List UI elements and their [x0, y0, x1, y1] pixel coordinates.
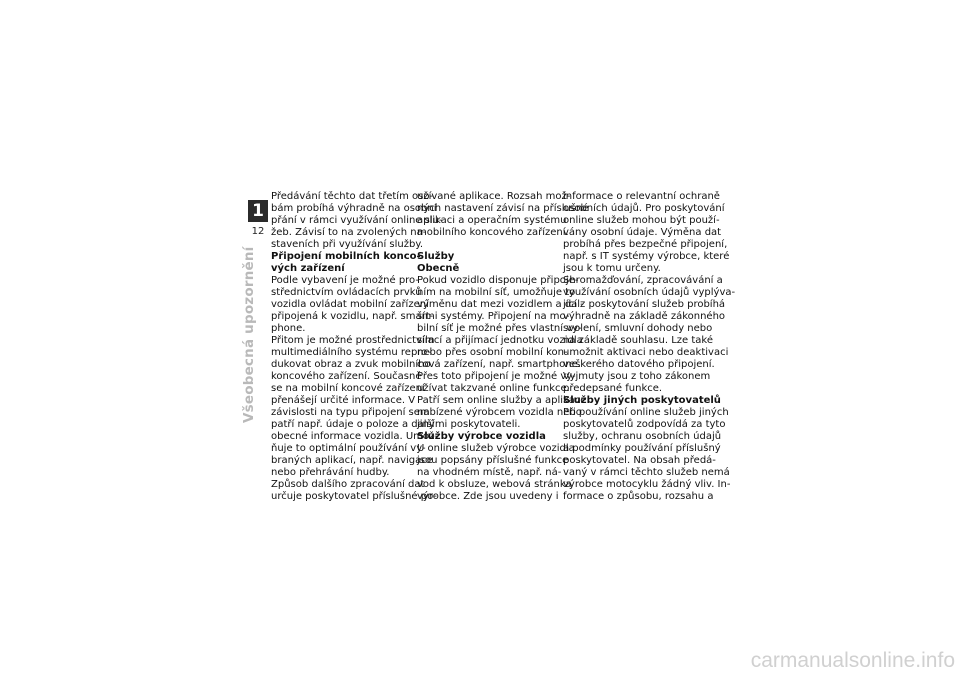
section-heading-line: Obecně	[417, 263, 460, 274]
text-line: bám probíhá výhradně na osobní	[271, 203, 437, 214]
text-line: formace o způsobu, rozsahu a	[563, 491, 714, 502]
text-column-2	[417, 191, 589, 503]
text-line: online služeb mohou být použí-	[563, 215, 720, 226]
text-line: nebo přehrávání hudby.	[271, 467, 390, 478]
text-line: vod k obsluze, webová stránka	[417, 479, 572, 490]
text-line: výrobce. Zde jsou uvedeny i	[417, 491, 559, 502]
text-line: koncového zařízení. Současně	[271, 371, 422, 382]
text-line: nabízené výrobcem vozidla nebo	[417, 407, 582, 418]
text-line: žeb. Závisí to na zvolených na-	[271, 227, 427, 238]
text-line: sílací a přijímací jednotku vozidla	[417, 335, 583, 346]
text-line: závislosti na typu připojení sem	[271, 407, 430, 418]
text-line: Vyjmuty jsou z toho zákonem	[563, 371, 711, 382]
text-line: umožnit aktivaci nebo deaktivaci	[563, 347, 729, 358]
text-line: se na mobilní koncové zařízení	[271, 383, 425, 394]
text-line: mobilního koncového zařízení.	[417, 227, 569, 238]
text-line: staveních při využívání služby.	[271, 239, 424, 250]
text-line: ných nastavení závisí na příslušné	[417, 203, 589, 214]
text-line: Shromažďování, zpracovávání a	[563, 275, 723, 286]
text-line: jící z poskytování služeb probíhá	[563, 299, 726, 310]
text-line: předepsané funkce.	[563, 383, 663, 394]
text-line: připojená k vozidlu, např. smart-	[271, 311, 434, 322]
text-line: ním na mobilní síť, umožňuje to	[417, 287, 576, 298]
section-heading-line: Připojení mobilních konco-	[271, 251, 421, 262]
text-line: užívané aplikace. Rozsah mož-	[417, 191, 571, 202]
text-line: Patří sem online služby a aplikace	[417, 395, 587, 406]
text-line: přání v rámci využívání online slu-	[271, 215, 443, 226]
page-number: 12	[251, 226, 265, 237]
text-line: bilní síť je možné přes vlastní vy-	[417, 323, 582, 334]
text-line: vány osobní údaje. Výměna dat	[563, 227, 722, 238]
text-line: phone.	[271, 323, 306, 334]
text-line: cová zařízení, např. smartphone.	[417, 359, 581, 370]
text-line: Způsob dalšího zpracování dat	[271, 479, 425, 490]
text-line: např. s IT systémy výrobce, které	[563, 251, 730, 262]
text-line: užívat takzvané online funkce.	[417, 383, 570, 394]
text-line: informace o relevantní ochraně	[563, 191, 720, 202]
text-line: Předávání těchto dat třetím oso-	[271, 191, 434, 202]
text-line: dukovat obraz a zvuk mobilního	[271, 359, 431, 370]
text-line: střednictvím ovládacích prvků	[271, 287, 422, 298]
section-heading-line: vých zařízení	[271, 263, 345, 274]
text-line: obecné informace vozidla. Umož-	[271, 431, 438, 442]
text-line: patří např. údaje o poloze a další	[271, 419, 435, 430]
section-heading-line: Služby jiných poskytovatelů	[563, 395, 721, 406]
text-line: U online služeb výrobce vozidla	[417, 443, 575, 454]
text-line: multimediálního systému repro-	[271, 347, 432, 358]
text-line: vaný v rámci těchto služeb nemá	[563, 467, 730, 478]
text-line: na základě souhlasu. Lze také	[563, 335, 713, 346]
text-line: Podle vybavení je možné pro-	[271, 275, 419, 286]
text-line: aplikaci a operačním systému	[417, 215, 567, 226]
text-line: osobních údajů. Pro poskytování	[563, 203, 725, 214]
text-line: veškerého datového připojení.	[563, 359, 715, 370]
text-line: Přes toto připojení je možné vy-	[417, 371, 576, 382]
text-line: poskytovatelů zodpovídá za tyto	[563, 419, 726, 430]
chapter-title-vertical: Všeobecná upozornění	[241, 246, 257, 423]
text-line: výhradně na základě zákonného	[563, 311, 726, 322]
chapter-number-badge: 1	[248, 200, 268, 222]
text-line: Přitom je možné prostřednictvím	[271, 335, 435, 346]
text-line: ňuje to optimální používání vy-	[271, 443, 426, 454]
text-line: přenášejí určité informace. V	[271, 395, 416, 406]
text-line: a podmínky používání příslušný	[563, 443, 721, 454]
text-line: poskytovatel. Na obsah předá-	[563, 455, 716, 466]
text-line: určuje poskytovatel příslušné po-	[271, 491, 438, 502]
text-line: využívání osobních údajů vyplýva-	[563, 287, 736, 298]
text-line: nebo přes osobní mobilní kon-	[417, 347, 568, 358]
text-line: jinými poskytovateli.	[417, 419, 521, 430]
section-heading-line: Služby výrobce vozidla	[417, 431, 546, 442]
text-line: šími systémy. Připojení na mo-	[417, 311, 570, 322]
text-line: na vhodném místě, např. ná-	[417, 467, 562, 478]
text-line: služby, ochranu osobních údajů	[563, 431, 722, 442]
text-line: jsou k tomu určeny.	[563, 263, 661, 274]
text-line: Pokud vozidlo disponuje připoje-	[417, 275, 579, 286]
section-heading-line: Služby	[417, 251, 455, 262]
text-line: svolení, smluvní dohody nebo	[563, 323, 713, 334]
text-line: výměnu dat mezi vozidlem a dal-	[417, 299, 584, 310]
watermark: carmanualsonline.info	[750, 649, 955, 672]
text-line: braných aplikací, např. navigace	[271, 455, 433, 466]
text-line: Při používání online služeb jiných	[563, 407, 729, 418]
text-line	[417, 239, 561, 251]
text-line: vozidla ovládat mobilní zařízení	[271, 299, 429, 310]
text-line: výrobce motocyklu žádný vliv. In-	[563, 479, 731, 490]
text-line: probíhá přes bezpečné připojení,	[563, 239, 728, 250]
text-column-3	[563, 191, 736, 503]
text-line: jsou popsány příslušné funkce	[417, 455, 569, 466]
